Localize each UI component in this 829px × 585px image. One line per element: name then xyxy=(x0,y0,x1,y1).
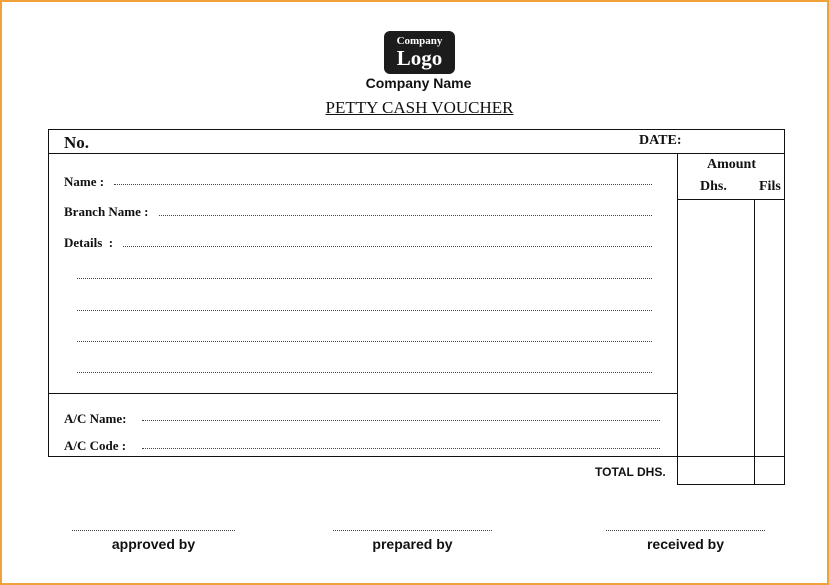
details-field-line-3[interactable] xyxy=(77,310,652,311)
amount-header: Amount xyxy=(706,157,756,172)
details-field-line-2[interactable] xyxy=(77,278,652,279)
form-right-border xyxy=(784,129,785,484)
details-field-line-4[interactable] xyxy=(77,341,652,342)
branch-name-field[interactable] xyxy=(159,215,652,216)
ac-code-label: A/C Code : xyxy=(64,438,127,453)
approved-by-label: approved by xyxy=(111,536,196,552)
logo-line-1: Company xyxy=(396,35,443,47)
company-logo xyxy=(384,31,455,74)
name-label: Name : xyxy=(64,174,105,189)
ac-name-label: A/C Name: xyxy=(64,411,127,426)
total-bottom-border xyxy=(677,484,785,485)
form-top-border xyxy=(48,129,785,130)
ac-name-field[interactable] xyxy=(142,420,660,421)
dhs-fils-divider xyxy=(754,200,755,484)
total-top-border xyxy=(677,456,785,457)
fils-column-header: Fils xyxy=(759,179,781,194)
prepared-by-line[interactable] xyxy=(333,530,492,531)
number-label: No. xyxy=(64,133,90,152)
voucher-title: PETTY CASH VOUCHER xyxy=(325,98,514,117)
company-name: Company Name xyxy=(365,75,472,91)
header-divider xyxy=(48,153,785,154)
amount-column-left-border xyxy=(677,153,678,484)
total-dhs-label: TOTAL DHS. xyxy=(595,465,666,479)
ac-code-field[interactable] xyxy=(142,448,660,449)
logo-line-2: Logo xyxy=(396,46,443,70)
dhs-column-header: Dhs. xyxy=(700,179,727,194)
details-label: Details : xyxy=(64,235,114,250)
form-left-border xyxy=(48,129,49,456)
received-by-line[interactable] xyxy=(606,530,765,531)
details-field-line-5[interactable] xyxy=(77,372,652,373)
prepared-by-label: prepared by xyxy=(372,536,453,552)
approved-by-line[interactable] xyxy=(72,530,235,531)
amount-header-divider xyxy=(677,199,785,200)
form-bottom-border xyxy=(48,456,677,457)
name-field[interactable] xyxy=(114,184,652,185)
branch-name-label: Branch Name : xyxy=(64,204,149,219)
received-by-label: received by xyxy=(646,536,725,552)
date-label: DATE: xyxy=(639,133,682,148)
details-field-line-1[interactable] xyxy=(123,246,652,247)
accounts-divider xyxy=(48,393,677,394)
